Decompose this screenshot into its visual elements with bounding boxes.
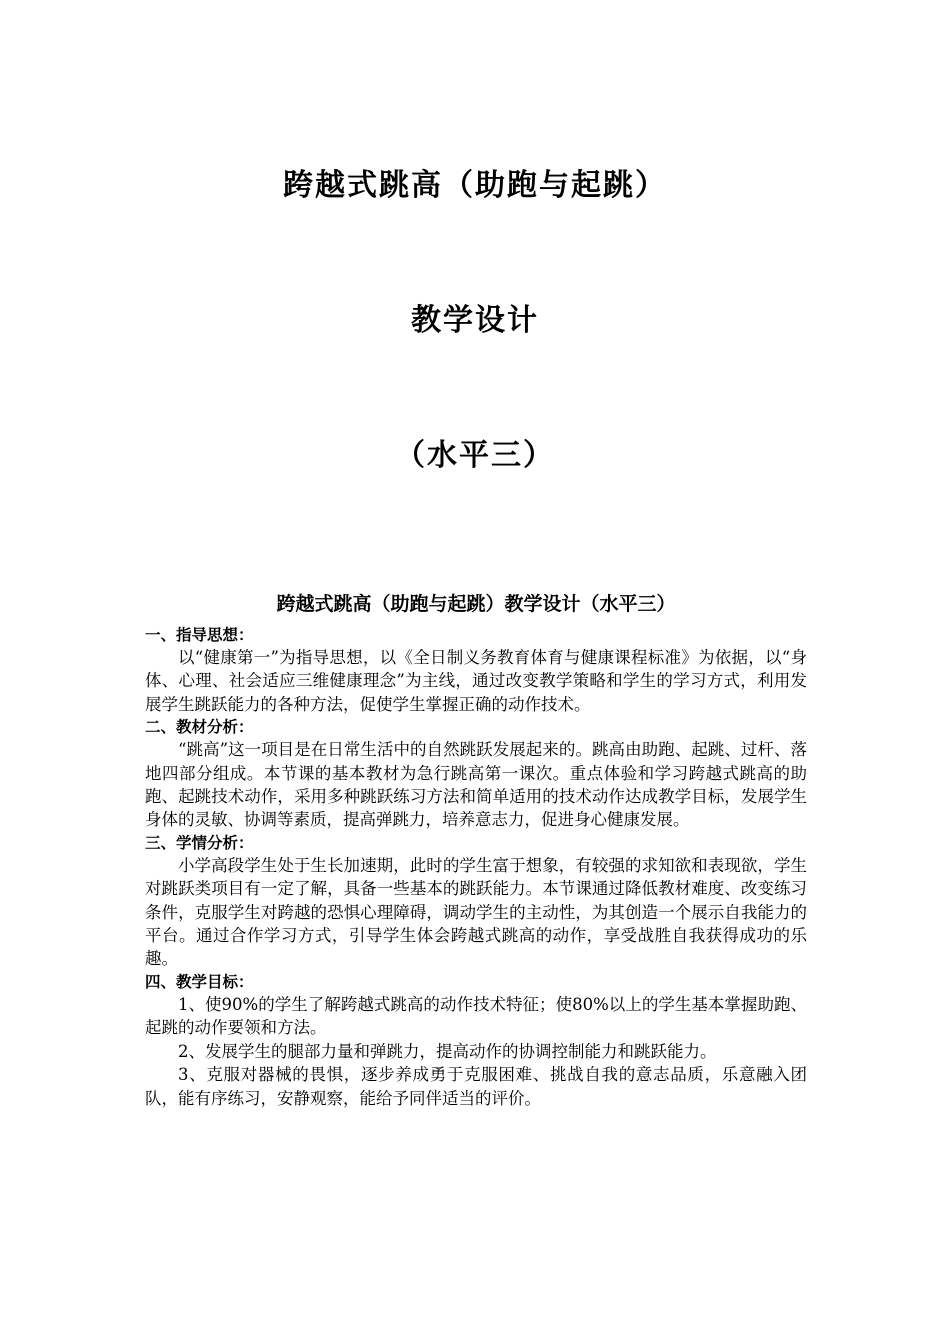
section-paragraph: “跳高”这一项目是在日常生活中的自然跳跃发展起来的。跳高由助跑、起跳、过杆、落地四部分组成。本节课的基本教材为急行跳高第一课次。重点体验和学习跨越式跳高的助跑、起跳技术动作，采用多种跳跃练习方法和简单适用的技术动作达成教学目标，发展学生身体的灵敏、协调等素质，提高弹跳力，培养意志力，促进身心健康发展。 [145, 740, 807, 830]
section-heading: 四、教学目标： [145, 972, 254, 991]
section-paragraph: 小学高段学生处于生长加速期，此时的学生富于想象，有较强的求知欲和表现欲，学生对跳跃类项目有一定了解，具备一些基本的跳跃能力。本节课通过降低教材难度、改变练习条件，克服学生对跨越的恐惧心理障碍，调动学生的主动性，为其创造一个展示自我能力的平台。通过合作学习方式，引导学生体会跨越式跳高的动作，享受战胜自我获得成功的乐趣。 [145, 855, 807, 969]
section-material-analysis [145, 716, 807, 832]
section-teaching-goals [145, 971, 807, 1110]
cover-subtitle: 教学设计 [411, 303, 539, 338]
section-guiding-ideology [145, 624, 807, 716]
document-heading: 跨越式跳高（助跑与起跳）教学设计（水平三） [276, 593, 676, 615]
cover-title: 跨越式跳高（助跑与起跳） [283, 168, 667, 203]
section-heading: 二、教材分析： [145, 718, 254, 737]
goal-item: 1、使90%的学生了解跨越式跳高的动作技术特征；使80%以上的学生基本掌握助跑、起跳的动作要领和方法。 [145, 994, 807, 1038]
section-heading: 三、学情分析： [145, 833, 254, 852]
cover-level: （水平三） [395, 438, 555, 473]
section-student-analysis [145, 832, 807, 971]
goal-item: 3、克服对器械的畏惧，逐步养成勇于克服困难、挑战自我的意志品质，乐意融入团队，能有序练习，安静观察，能给予同伴适当的评价。 [145, 1065, 807, 1108]
section-paragraph: 以“健康第一”为指导思想，以《全日制义务教育体育与健康课程标准》为依据，以“身体、心理、社会适应三维健康理念”为主线，通过改变教学策略和学生的学习方式，利用发展学生跳跃能力的各种方法，促使学生掌握正确的动作技术。 [145, 648, 807, 714]
goal-item: 2、发展学生的腿部力量和弹跳力，提高动作的协调控制能力和跳跃能力。 [178, 1041, 717, 1061]
document-body [145, 588, 807, 1110]
section-heading: 一、指导思想： [145, 626, 254, 644]
